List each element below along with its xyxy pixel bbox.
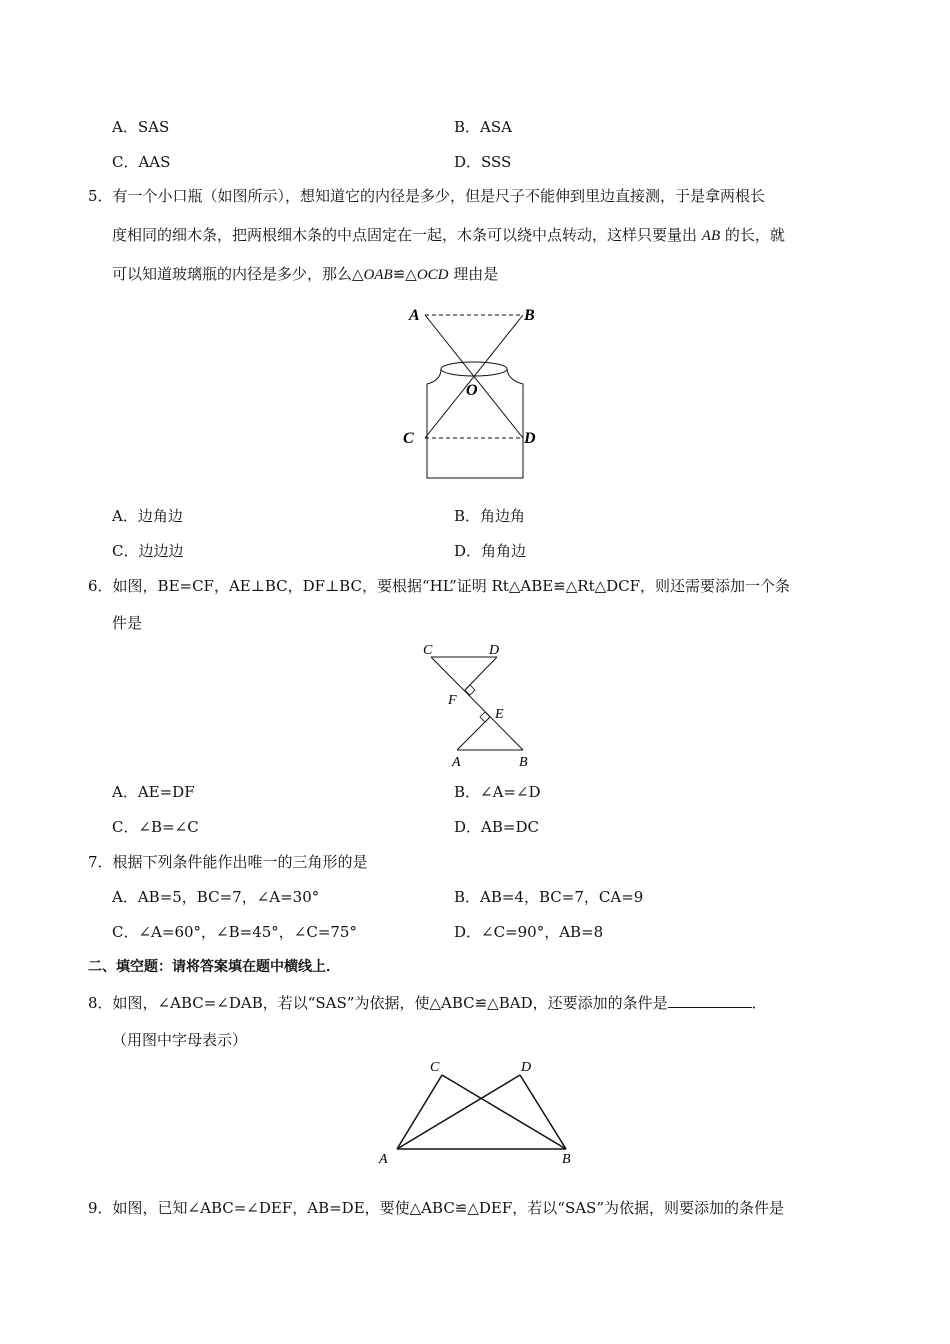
q7-option-d: D．∠C=90°，AB=8 (454, 923, 604, 941)
q4-option-a: A．SAS (112, 118, 170, 136)
q6-option-b: B．∠A=∠D (454, 783, 541, 801)
right-angle-mark-e (480, 712, 490, 722)
label-c: C (423, 643, 433, 658)
label-b: B (519, 755, 528, 770)
label-d: D (521, 1060, 532, 1075)
q5-stem-line1: 5．有一个小口瓶（如图所示），想知道它的内径是多少，但是尺子不能伸到里边直接测，于是拿两根长 (88, 187, 766, 205)
q7-stem: 7．根据下列条件能作出唯一的三角形的是 (88, 853, 368, 871)
label-c: C (430, 1060, 440, 1075)
label-e: E (495, 707, 504, 722)
q9-stem-line1: 9．如图，已知∠ABC=∠DEF，AB=DE，要使△ABC≌△DEF，若以“SAS”为依据，则要添加的条件是 (88, 1199, 785, 1217)
bottle-mouth (441, 362, 507, 376)
segment-cb (431, 657, 523, 750)
q5-bottle-figure (395, 300, 555, 485)
label-c: C (403, 430, 414, 447)
label-d: D (524, 430, 536, 447)
q7-option-b: B．AB=4，BC=7，CA=9 (454, 888, 644, 906)
q5-option-a: A．边角边 (112, 507, 183, 525)
q4-option-b: B．ASA (454, 118, 512, 136)
q8-answer-blank[interactable] (668, 993, 752, 1008)
q5-option-d: D．角角边 (454, 542, 527, 560)
q6-stem-line1: 6．如图，BE=CF，AE⊥BC，DF⊥BC，要根据“HL”证明 Rt△ABE≌△Rt△DCF，则还需要添加一个条 (88, 577, 791, 595)
segment-ad (397, 1075, 520, 1149)
q8-stem-line2: （用图中字母表示） (112, 1031, 248, 1049)
q4-option-d: D．SSS (454, 153, 512, 171)
q8-triangles-figure (370, 1055, 585, 1170)
segment-ac (397, 1075, 442, 1149)
q6-option-a: A．AE=DF (112, 783, 195, 801)
q5-stem-line3: 可以知道玻璃瓶的内径是多少，那么△OAB≌△OCD 理由是 (112, 265, 499, 283)
q8-stem-line1: 8．如图，∠ABC=∠DAB，若以“SAS”为依据，使△ABC≌△BAD，还要添加的条件是 ． (88, 994, 767, 1012)
q6-option-c: C．∠B=∠C (112, 818, 199, 836)
segment-cb (442, 1075, 566, 1149)
label-a: A (452, 755, 461, 770)
segment-db (520, 1075, 566, 1149)
label-a: A (379, 1152, 388, 1167)
q5-stem-line2: 度相同的细木条，把两根细木条的中点固定在一起，木条可以绕中点转动，这样只要量出 AB 的长，就 (112, 226, 785, 244)
label-o: O (466, 382, 478, 399)
section-title: 二、填空题：请将答案填在题中横线上． (88, 959, 340, 975)
label-f: F (448, 693, 457, 708)
label-b: B (562, 1152, 571, 1167)
q5-option-b: B．角边角 (454, 507, 526, 525)
label-a: A (409, 307, 420, 324)
q7-option-a: A．AB=5，BC=7，∠A=30° (112, 888, 320, 906)
q5-option-c: C．边边边 (112, 542, 184, 560)
q7-option-c: C．∠A=60°，∠B=45°，∠C=75° (112, 923, 357, 941)
q6-stem-line2: 件是 (112, 614, 143, 632)
q6-triangles-figure (415, 640, 545, 770)
q6-option-d: D．AB=DC (454, 818, 539, 836)
q4-option-c: C．AAS (112, 153, 171, 171)
label-d: D (489, 643, 500, 658)
label-b: B (524, 307, 535, 324)
